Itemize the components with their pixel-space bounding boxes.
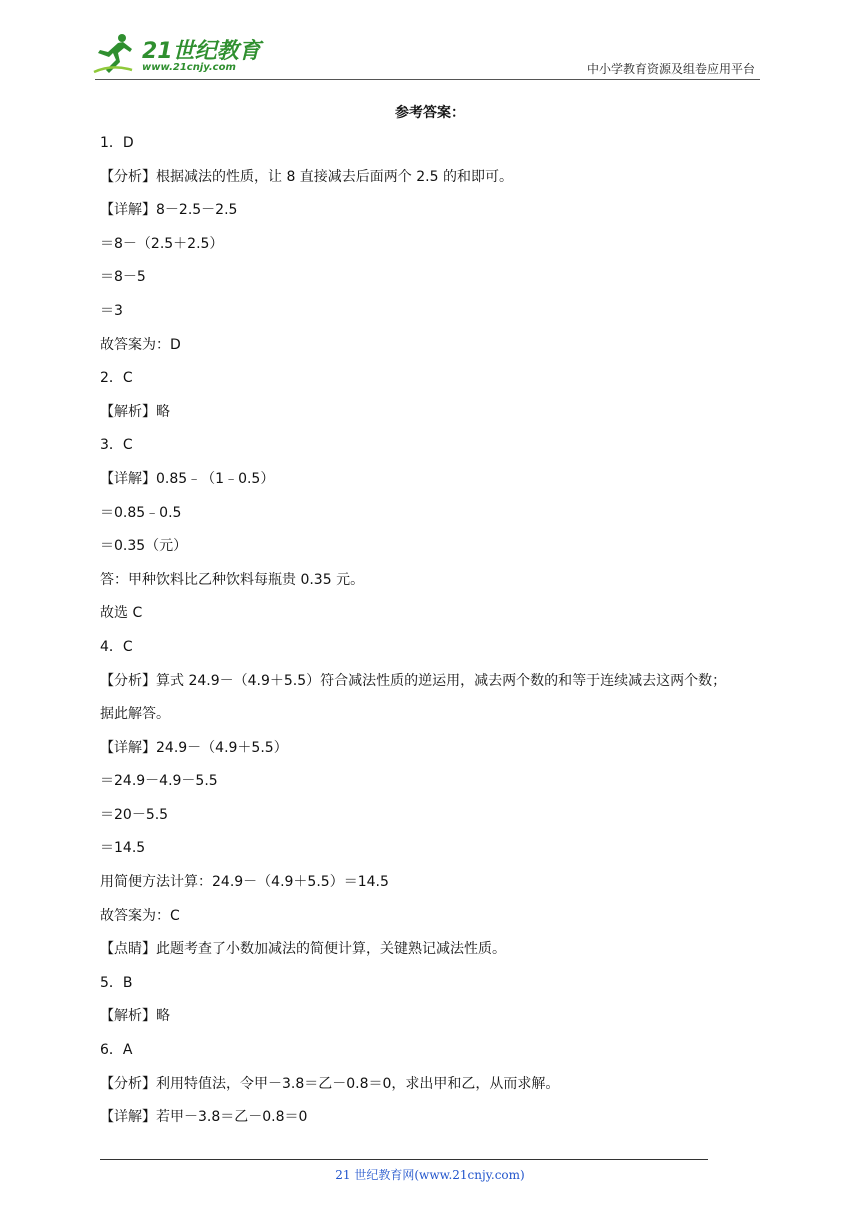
text-line: 2．C — [100, 370, 133, 387]
text-line: ＝3 — [100, 302, 123, 319]
text-line: 6．A — [100, 1042, 133, 1059]
footer-divider — [100, 1159, 708, 1160]
text-line: ＝8－（2.5＋2.5） — [100, 235, 224, 252]
logo-url: www.21cnjy.com — [142, 62, 236, 73]
answer-title: 参考答案： — [395, 105, 465, 121]
text-line: ＝0.35（元） — [100, 538, 188, 555]
text-line: 用简便方法计算：24.9－（4.9＋5.5）＝14.5 — [100, 874, 389, 891]
text-line: ＝0.85﹣0.5 — [100, 504, 182, 521]
text-line: 4．C — [100, 638, 133, 655]
text-line: 【点睛】此题考查了小数加减法的简便计算，关键熟记减法性质。 — [100, 941, 506, 958]
logo-text: 21世纪教育 — [142, 39, 261, 64]
text-line: 5．B — [100, 974, 133, 991]
text-line: 据此解答。 — [100, 706, 170, 723]
text-line: 【分析】利用特值法，令甲－3.8＝乙－0.8＝0，求出甲和乙，从而求解。 — [100, 1075, 560, 1092]
text-line: 故选 C — [100, 605, 143, 622]
text-line: 1．D — [100, 135, 134, 151]
text-line: 【分析】算式 24.9－（4.9＋5.5）符合减法性质的逆运用，减去两个数的和等于连续减去这两个数； — [100, 672, 727, 689]
text-line: 【解析】略 — [100, 1008, 170, 1025]
text-line: 【详解】若甲－3.8＝乙－0.8＝0 — [100, 1109, 308, 1126]
text-line: 【详解】8－2.5－2.5 — [100, 202, 238, 219]
text-line: 故答案为：D — [100, 336, 181, 353]
text-line: 答：甲种饮料比乙种饮料每瓶贵 0.35 元。 — [100, 571, 365, 588]
header-platform-text: 中小学教育资源及组卷应用平台 — [586, 62, 755, 76]
text-line: ＝8－5 — [100, 269, 146, 286]
runner-logo-icon — [92, 32, 134, 76]
header-divider — [95, 79, 760, 80]
footer-link[interactable]: 21 世纪教育网(www.21cnjy.com) — [335, 1168, 525, 1182]
text-line: 3．C — [100, 437, 133, 454]
text-line: 【详解】0.85﹣（1﹣0.5） — [100, 470, 275, 487]
text-line: 【分析】根据减法的性质，让 8 直接减去后面两个 2.5 的和即可。 — [100, 168, 513, 185]
text-line: 故答案为：C — [100, 907, 180, 924]
text-line: 【详解】24.9－（4.9＋5.5） — [100, 739, 288, 756]
site-logo — [92, 32, 262, 80]
text-line: ＝24.9－4.9－5.5 — [100, 773, 218, 790]
text-line: 【解析】略 — [100, 403, 170, 420]
text-line: ＝14.5 — [100, 840, 146, 857]
answer-content — [100, 127, 760, 1135]
text-line: ＝20－5.5 — [100, 806, 169, 823]
